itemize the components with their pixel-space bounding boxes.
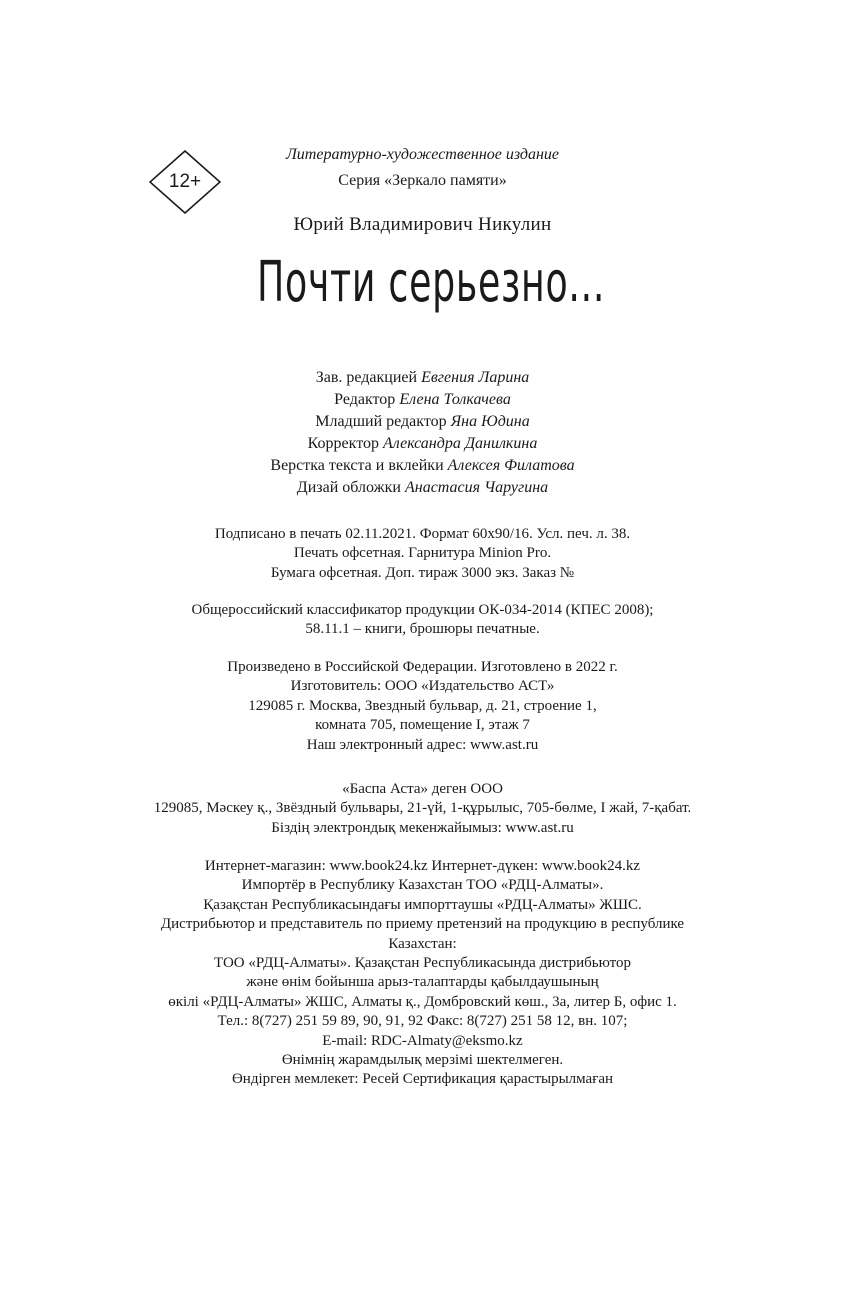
text-line: «Баспа Аста» деген ООО (342, 781, 503, 797)
text-line: Қазақстан Республикасындағы импорттаушы «РДЦ-Алматы» ЖШС. (203, 896, 642, 913)
text-line: комната 705, помещение I, этаж 7 (315, 717, 530, 734)
text-line: Интернет-магазин: www.book24.kz Интернет-дүкен: www.book24.kz (204, 858, 641, 874)
text-line: Импортёр в Республику Казахстан ТОО «РДЦ-Алматы». (241, 877, 604, 894)
text-line: Бумага офсетная. Доп. тираж 3000 экз. Заказ № (270, 564, 575, 581)
print-info-block (0, 525, 845, 583)
text-line: өкілі «РДЦ-Алматы» ЖШС, Алматы қ., Домбровский көш., 3а, литер Б, офис 1. (168, 993, 677, 1010)
text-line: және өнім бойынша арыз-талаптарды қабылдаушының (246, 974, 599, 991)
text-line: E-mail: RDC-Almaty@eksmo.kz (322, 1032, 523, 1049)
edition-type: Литературно-художественное издание (285, 146, 560, 163)
credit-line: Зав. редакцией Евгения Ларина (315, 369, 530, 386)
text-line: ТОО «РДЦ-Алматы». Қазақстан Республикасында дистрибьютор (213, 955, 631, 972)
text-line: Өндірген мемлекет: Ресей Сертификация қарастырылмаған (231, 1071, 614, 1088)
distribution-block (0, 857, 845, 1090)
credit-line: Редактор Елена Толкачева (334, 391, 511, 408)
credits-block (0, 367, 845, 499)
text-line: Подписано в печать 02.11.2021. Формат 60x90/16. Усл. печ. л. 38. (214, 526, 631, 542)
credit-line: Младший редактор Яна Юдина (315, 413, 530, 430)
author-name: Юрий Владимирович Никулин (293, 214, 552, 235)
text-line: Общероссийский классификатор продукции ОК-034-2014 (КПЕС 2008); (191, 602, 654, 618)
text-line: Біздің электрондық мекенжайымыз: www.ast.ru (271, 819, 574, 836)
credit-line: Дизай обложки Анастасия Чаругина (296, 479, 549, 496)
text-line: Тел.: 8(727) 251 59 89, 90, 91, 92 Факс: 8(727) 251 58 12, вн. 107; (217, 1013, 628, 1030)
text-line: Произведено в Российской Федерации. Изготовлено в 2022 г. (227, 659, 618, 675)
text-line: Изготовитель: ООО «Издательство АСТ» (290, 678, 555, 695)
credit-line: Корректор Александра Данилкина (307, 435, 538, 452)
text-line: Дистрибьютор и представитель по приему претензий на продукцию в республике (160, 916, 685, 933)
book-title: Почти серьезно... (256, 250, 606, 315)
text-line: 58.11.1 – книги, брошюры печатные. (305, 621, 540, 638)
age-rating-text: 12+ (168, 171, 202, 192)
manufacturer-block (0, 658, 845, 755)
text-line: 129085 г. Москва, Звездный бульвар, д. 21, строение 1, (248, 697, 597, 714)
classifier-block (0, 601, 845, 640)
text-line: Наш электронный адрес: www.ast.ru (306, 736, 539, 753)
kazakh-publisher-block (0, 780, 845, 838)
text-line: Казахстан: (388, 935, 457, 952)
text-line: Печать офсетная. Гарнитура Minion Pro. (293, 545, 552, 562)
series-name: Серия «Зеркало памяти» (338, 172, 507, 189)
credit-line: Верстка текста и вклейки Алексея Филатова (270, 457, 575, 474)
text-line: Өнімнің жарамдылық мерзімі шектелмеген. (281, 1052, 564, 1069)
text-line: 129085, Мәскеу қ., Звёздный бульвары, 21-үй, 1-құрылыс, 705-бөлме, I жай, 7-қабат. (153, 800, 692, 817)
